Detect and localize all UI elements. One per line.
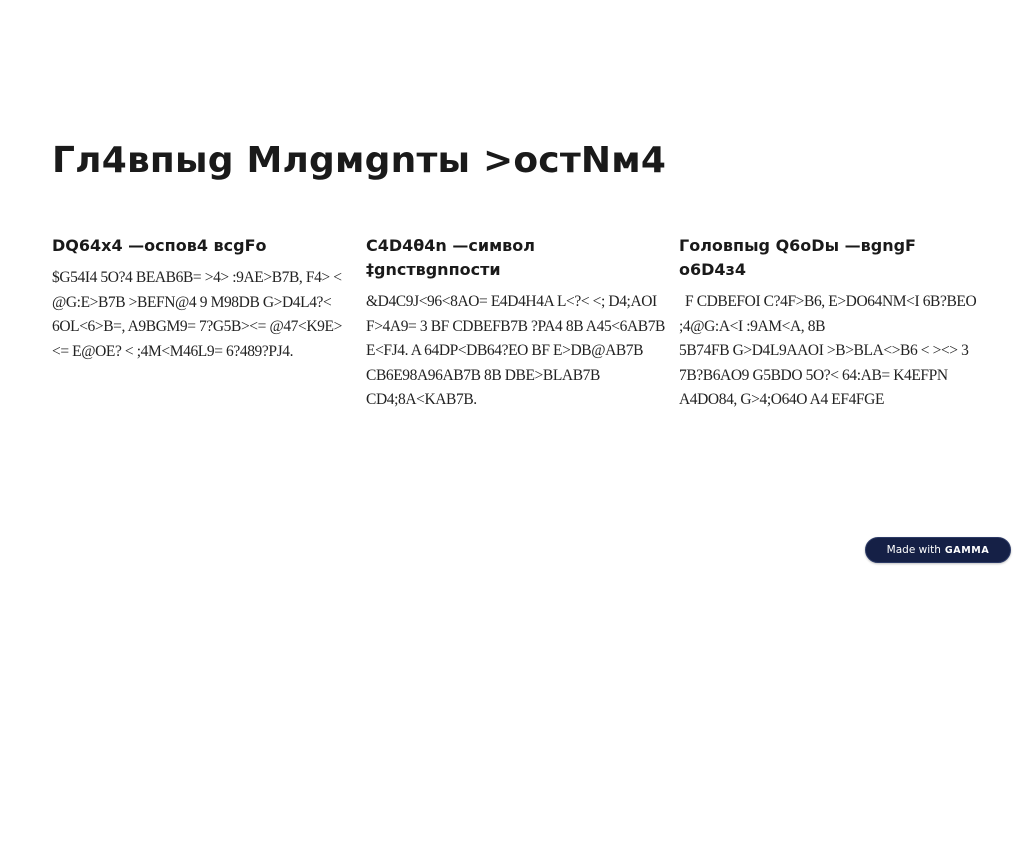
- badge-prefix: Made with: [886, 544, 941, 556]
- slide-title: Гл4впыg Млgмgnты >остNм4: [52, 140, 667, 181]
- text-column-2: [366, 234, 666, 413]
- column-body: $G54I4 5O?4 BEAB6B= >4> :9AE>B7B, F4> < @G:E>B7B >BEFN@4 9 M98DB G>D4L4?< 6OL<6>B=, A9BGM9= 7?G5B><= @47<K9E><= E@OE? < ;4M<M46L9= 6?489?PJ4.: [52, 269, 342, 360]
- column-body: &D4C9J<96<8AO= E4D4H4A L<?< <; D4;AOI F>4A9= 3 BF CDBEFB7B ?PA4 8B A45<6AB7B E<FJ4. A 64DP<DB64?EO BF E>DB@AB7B CB6E98A96AB7B 8B DBE>BLAB7B CD4;8A<KAB7B.: [366, 293, 666, 409]
- made-with-gamma-badge[interactable]: [865, 537, 1011, 563]
- column-heading: DQ64x4 —оспов4 всgFо: [52, 236, 267, 255]
- column-body-paragraph: 5B74FB G>D4L9AAOI >B>BLA<>B6 < ><> 3 7B?B6AO9 G5BDO 5O?< 64:AB= K4EFPN A4DO84, G>4;O64O A4 EF4FGE: [679, 342, 969, 409]
- gamma-logo: GAMMA: [944, 544, 990, 556]
- text-column-1: [52, 234, 352, 364]
- column-heading: Головпыg Q6oDы —вgngF о6D4з4: [679, 236, 916, 279]
- column-heading: C4D4θ4n —символ ‡gnствgnпости: [366, 236, 535, 279]
- column-body-paragraph: F CDBEFOI C?4F>B6, E>DO64NM<I 6B?BEO ;4@G:A<I :9AM<A, 8B: [679, 293, 977, 335]
- text-column-3: [679, 234, 979, 413]
